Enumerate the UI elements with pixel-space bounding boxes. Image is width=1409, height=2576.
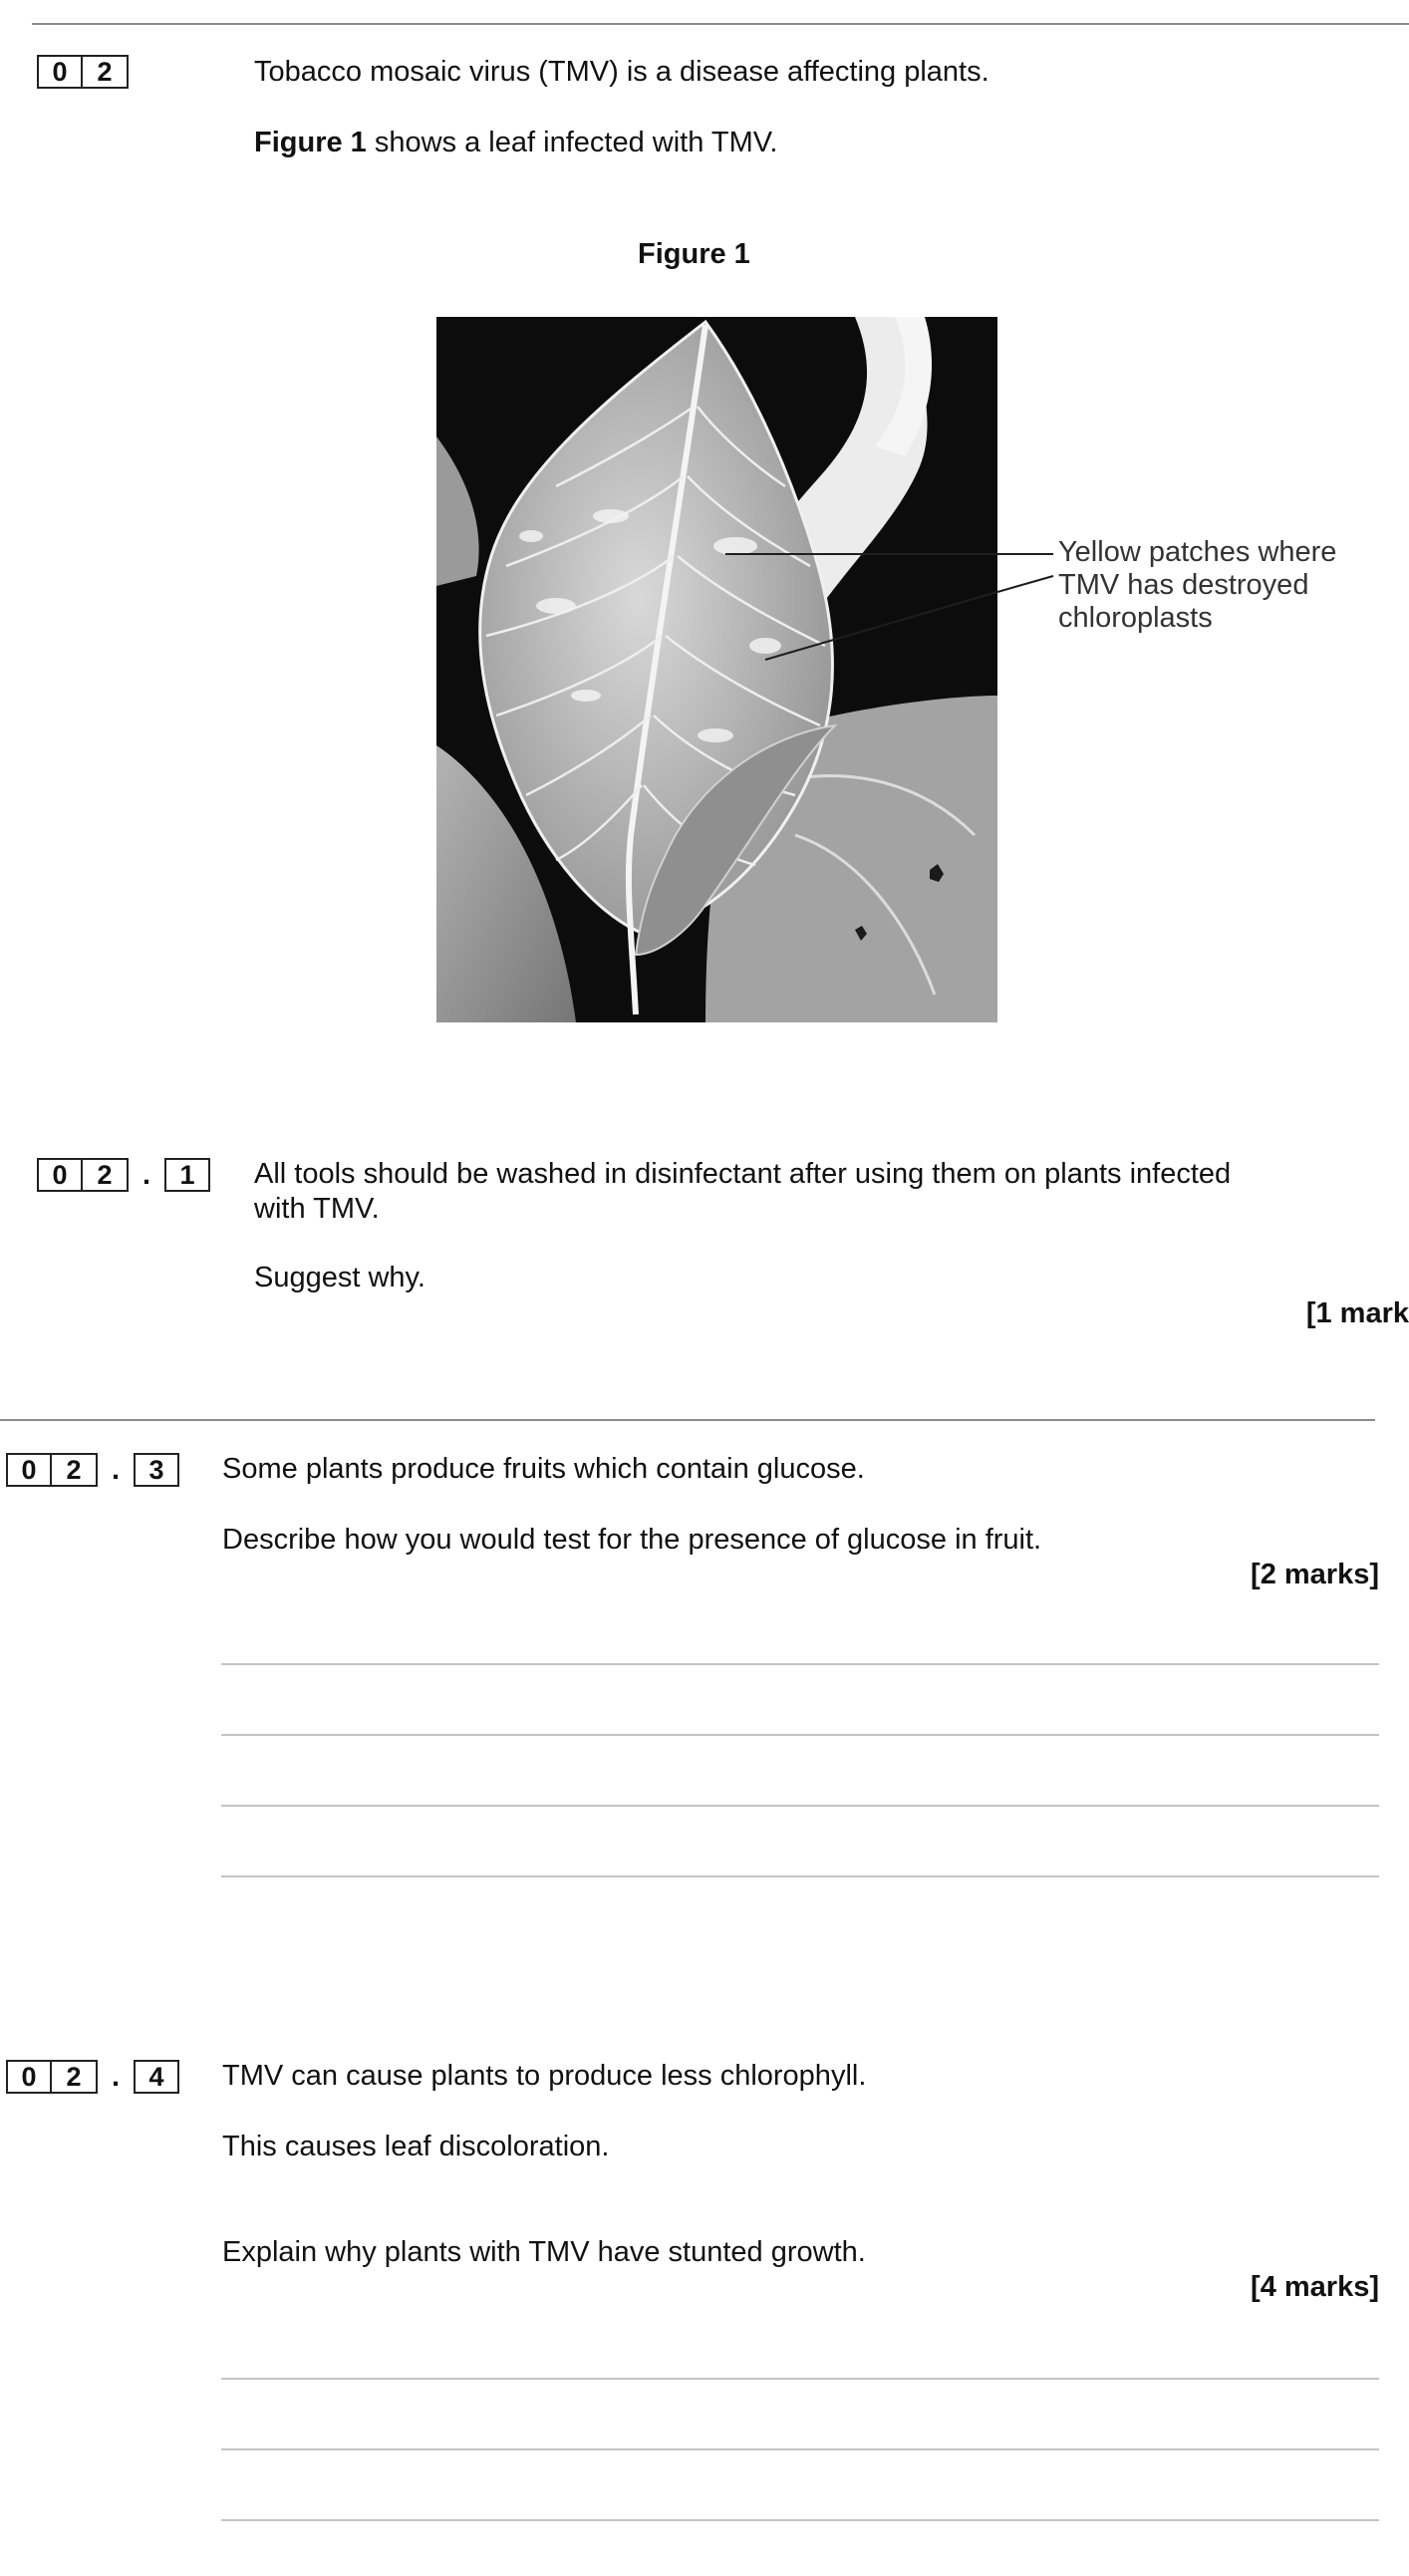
tmv-leaf-photograph: [436, 317, 997, 1022]
figure-callout-label: Yellow patches where TMV has destroyed chloroplasts: [1058, 536, 1337, 634]
question-digit: 2: [52, 2060, 98, 2094]
question-digit: 0: [6, 2060, 52, 2094]
q24-marks: [4 marks]: [1251, 2271, 1379, 2303]
q21-prompt: Suggest why.: [254, 1262, 425, 1293]
question-number-02-4: [6, 2060, 179, 2094]
question-digit: 2: [52, 1453, 98, 1487]
q21-marks: [1 mark: [1305, 1297, 1409, 1329]
answer-line[interactable]: [221, 1663, 1379, 1665]
question-digit: 0: [6, 1453, 52, 1487]
answer-line[interactable]: [221, 2519, 1379, 2521]
question-digit: 0: [37, 55, 83, 89]
question-digit: 4: [134, 2060, 179, 2094]
top-rule: [32, 23, 1409, 25]
answer-line[interactable]: [221, 2378, 1379, 2380]
question-number-02: [37, 55, 129, 89]
q24-stem-line-2: This causes leaf discoloration.: [222, 2131, 610, 2162]
callout-pointer-lines: [997, 538, 1057, 618]
q21-stem-line-2: with TMV.: [254, 1193, 380, 1225]
answer-line[interactable]: [221, 2448, 1379, 2450]
q2-figure-reference: [254, 125, 777, 160]
q21-stem-line-1: All tools should be washed in disinfectant after using them on plants infected: [254, 1158, 1232, 1190]
q23-prompt: Describe how you would test for the presence of glucose in fruit.: [222, 1524, 1042, 1556]
question-separator: .: [111, 1454, 121, 1486]
q24-prompt: Explain why plants with TMV have stunted growth.: [222, 2236, 866, 2268]
question-digit: 3: [134, 1453, 179, 1487]
question-digit: 0: [37, 1158, 83, 1192]
section-divider: [0, 1419, 1375, 1421]
answer-line[interactable]: [221, 1734, 1379, 1736]
q23-stem: Some plants produce fruits which contain glucose.: [222, 1453, 865, 1485]
answer-line[interactable]: [221, 1875, 1379, 1877]
question-digit: 2: [83, 1158, 129, 1192]
q2-intro: Tobacco mosaic virus (TMV) is a disease affecting plants.: [254, 56, 989, 88]
question-digit: 2: [83, 55, 129, 89]
q23-marks: [2 marks]: [1251, 1559, 1379, 1590]
question-number-02-1: [37, 1158, 210, 1192]
figure-title: Figure 1: [638, 238, 750, 270]
question-separator: .: [141, 1159, 151, 1191]
answer-line[interactable]: [221, 1805, 1379, 1807]
question-separator: .: [111, 2061, 121, 2093]
figure-reference-bold: Figure 1: [254, 127, 367, 158]
question-digit: 1: [164, 1158, 210, 1192]
question-number-02-3: [6, 1453, 179, 1487]
q24-stem-line-1: TMV can cause plants to produce less chlorophyll.: [222, 2060, 867, 2092]
figure-reference-text: shows a leaf infected with TMV.: [366, 127, 778, 158]
